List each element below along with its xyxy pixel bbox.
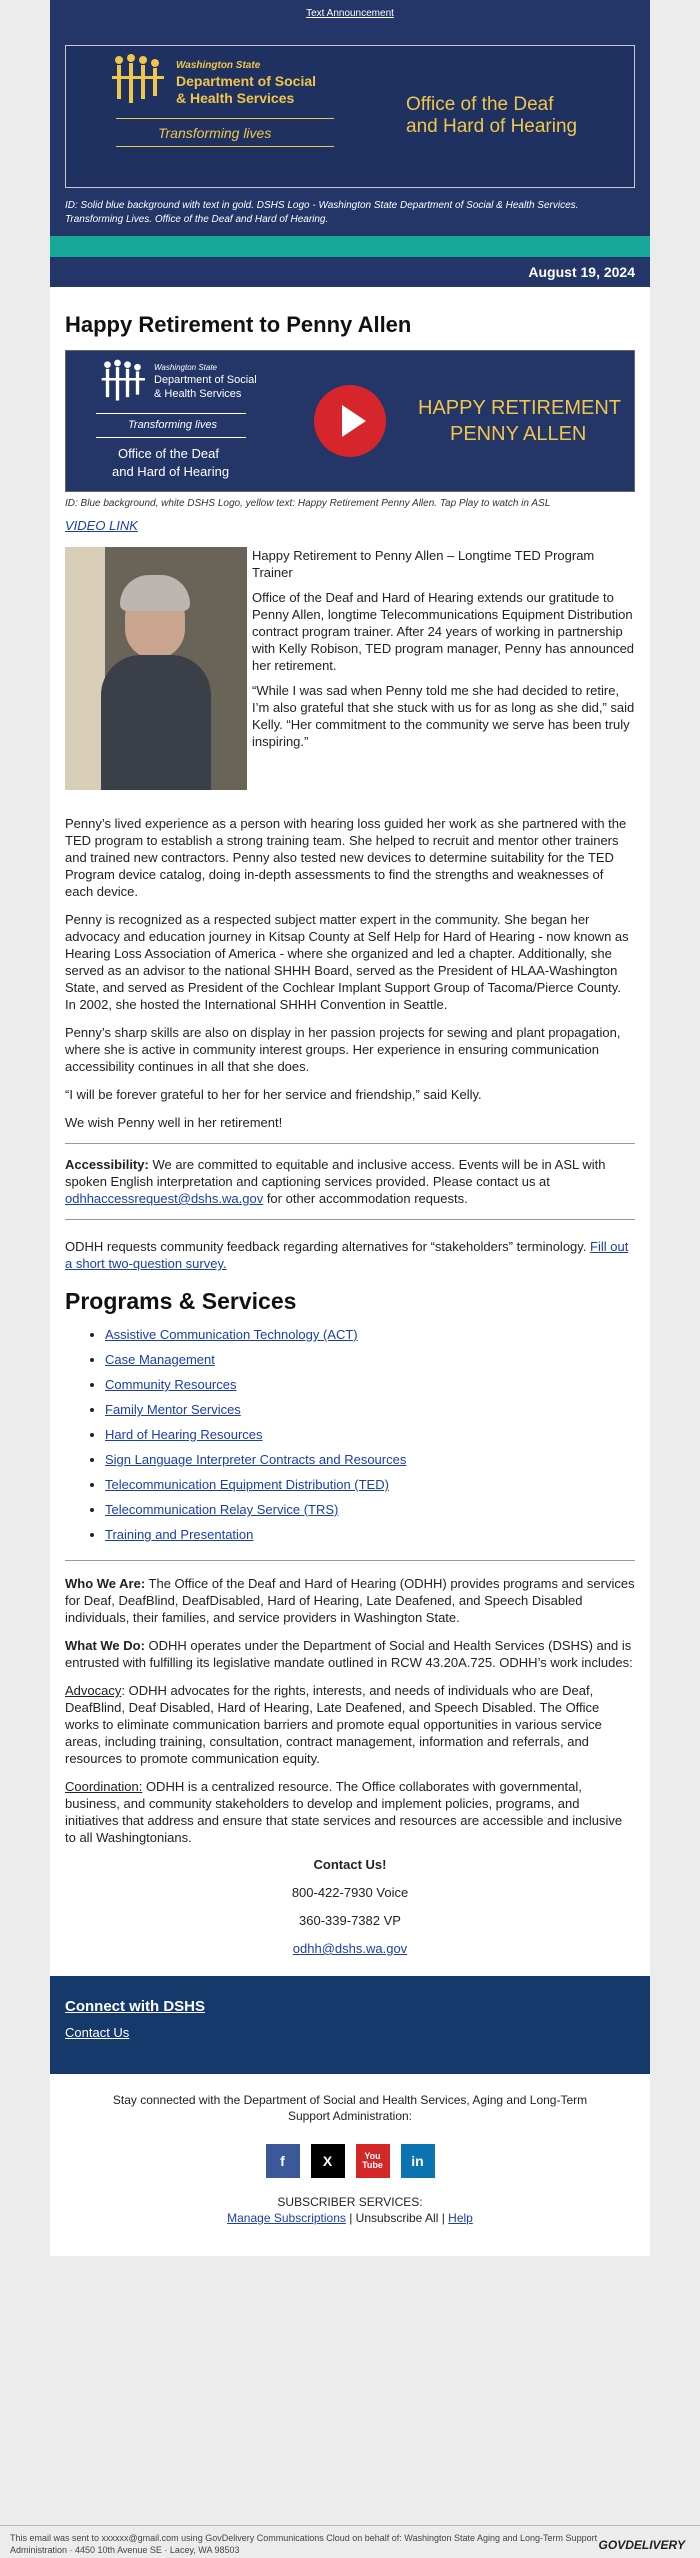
banner-divider: [96, 413, 246, 414]
contact-title: Contact Us!: [313, 1857, 387, 1872]
banner-logo-dept2: & Health Services: [154, 388, 242, 400]
divider-2: [65, 1219, 635, 1220]
banner-retirement-1: HAPPY RETIREMENT: [418, 397, 621, 419]
banner-tagline: Transforming lives: [128, 419, 218, 431]
article-paragraph-4: “I will be forever grateful to her for her service and friendship,” said Kelly.: [65, 1087, 482, 1102]
program-link-act[interactable]: Assistive Communication Technology (ACT): [105, 1327, 358, 1342]
advocacy-text: : ODHH advocates for the rights, interests, and needs of individuals who are Deaf, DeafBlind, Deaf Disabled, Hard of Hearing, Late Deafened, and Speech Disabled. The Office works to eliminate communication barriers and promote equal opportunities in various service areas, including training, consultation, contract management, information and referrals, and resources to promote communication equity.: [65, 1683, 602, 1766]
contact-us-link[interactable]: Contact Us: [65, 2025, 130, 2040]
main-content: [50, 312, 650, 1956]
survey-link[interactable]: Fill out a short two-question survey.: [65, 1239, 629, 1271]
survey-section: [65, 1238, 635, 1272]
list-item: [105, 1402, 635, 1417]
programs-title: Programs & Services: [65, 1288, 297, 1314]
programs-list: [65, 1327, 635, 1542]
intro-text: [252, 547, 635, 790]
header-caption: ID: Solid blue background with text in gold. DSHS Logo - Washington State Department of Social & Health Services. Transforming Lives. Office of the Deaf and Hard of Hearing.: [65, 200, 579, 225]
unsubscribe-all-link[interactable]: | Unsubscribe All |: [345, 2211, 449, 2225]
contact-vp: 360-339-7382 VP: [299, 1913, 401, 1928]
logo-dept2: & Health Services: [176, 90, 295, 106]
list-item: [105, 1527, 635, 1542]
subscriber-services-label: SUBSCRIBER SERVICES:: [277, 2195, 423, 2209]
penny-allen-photo: [65, 547, 247, 790]
divider-1: [65, 1143, 635, 1144]
photo-hair: [120, 575, 190, 611]
program-link-hard-of-hearing[interactable]: Hard of Hearing Resources: [105, 1427, 263, 1442]
list-item: [105, 1477, 635, 1492]
list-item: [105, 1352, 635, 1367]
banner-divider-2: [96, 437, 246, 438]
video-link[interactable]: VIDEO LINK: [65, 518, 138, 533]
program-link-case-management[interactable]: Case Management: [105, 1352, 215, 1367]
survey-text: ODHH requests community feedback regarding alternatives for “stakeholders” terminology.: [65, 1239, 591, 1254]
list-item: [105, 1377, 635, 1392]
program-link-interpreter[interactable]: Sign Language Interpreter Contracts and Resources: [105, 1452, 407, 1467]
header-bar: [50, 0, 650, 236]
video-caption: ID: Blue background, white DSHS Logo, yellow text: Happy Retirement Penny Allen. Tap Play to watch in ASL: [65, 498, 551, 509]
logo-divider: [116, 118, 334, 119]
article-body: [65, 815, 635, 1131]
connect-title: Connect with DSHS: [65, 1998, 206, 2015]
accessibility-section: [65, 1156, 635, 1207]
video-banner[interactable]: [65, 350, 635, 492]
program-link-ted[interactable]: Telecommunication Equipment Distribution (TED): [105, 1477, 389, 1492]
accessibility-label: Accessibility:: [65, 1157, 149, 1172]
article-paragraph-5: We wish Penny well in her retirement!: [65, 1115, 283, 1130]
govdelivery-logo: GOVDELIVERY: [598, 2538, 685, 2552]
date-bar: [50, 257, 650, 287]
dshs-header-banner: [65, 45, 635, 188]
advocacy-label: Advocacy: [65, 1683, 122, 1698]
social-links: [50, 2144, 650, 2178]
footer-text: This email was sent to xxxxxx@gmail.com using GovDelivery Communications Cloud on behalf of: Washington State Aging and Long-Term Support Administration · 4450 10th Avenue SE · Lacey, WA 98503: [10, 2533, 598, 2555]
list-item: [105, 1452, 635, 1467]
help-link[interactable]: Help: [448, 2211, 473, 2225]
dshs-logo-white-icon: [100, 359, 150, 407]
email-body: [50, 0, 650, 2256]
program-link-family-mentor[interactable]: Family Mentor Services: [105, 1402, 241, 1417]
logo-tagline: Transforming lives: [158, 125, 272, 141]
logo-divider-2: [116, 146, 334, 147]
dshs-logo-icon: [110, 54, 170, 110]
contact-voice: 800-422-7930 Voice: [291, 1885, 409, 1900]
list-item: [105, 1327, 635, 1342]
facebook-icon[interactable]: f: [266, 2144, 300, 2178]
photo-door: [65, 547, 105, 790]
play-button-icon[interactable]: [314, 385, 386, 457]
banner-office-1: Office of the Deaf: [118, 446, 219, 461]
program-link-training[interactable]: Training and Presentation: [105, 1527, 254, 1542]
divider-3: [65, 1560, 635, 1561]
intro-paragraph-1: Office of the Deaf and Hard of Hearing extends our gratitude to Penny Allen, longtime Telecommunications Equipment Distribution contract program trainer. After 24 years of working in partnership with Kelly Robison, TED program manager, Penny has announced her retirement.: [252, 590, 635, 673]
banner-office-2: and Hard of Hearing: [112, 464, 230, 479]
manage-subscriptions-link[interactable]: Manage Subscriptions: [227, 2211, 346, 2225]
accessibility-text: We are committed to equitable and inclusive access. Events will be in ASL with spoken English interpretation and captioning services provided. Please contact us at: [65, 1157, 606, 1189]
intro-quote: “While I was sad when Penny told me she had decided to retire, I’m also grateful that she stuck with us for as long as she did,” said Kelly. “Her commitment to the community we serve has been truly inspiring.”: [252, 683, 635, 749]
what-label: What We Do:: [65, 1638, 145, 1653]
stay-connected-section: [50, 2074, 650, 2256]
teal-strip: [50, 236, 650, 257]
article-paragraph-2: Penny is recognized as a respected subject matter expert in the community. She began her advocacy and education journey in Kitsap County at Self Help for Hard of Hearing - now known as Hearing Loss Association of America - where she organized and led a chapter. Additionally, she served as an advisor to the national SHHH Board, served as the President of HLAA-Washington State, and served as President of the Cochlear Implant Support Group of Tacoma/Pierce County. In 2002, she hosted the International SHHH Convention in Seattle.: [65, 912, 629, 1012]
youtube-icon[interactable]: You Tube: [356, 2144, 390, 2178]
intro-section: [65, 547, 635, 790]
contact-section: [65, 1857, 635, 1956]
who-label: Who We Are:: [65, 1576, 146, 1591]
subscriber-links: [50, 2210, 650, 2256]
who-text: The Office of the Deaf and Hard of Hearing (ODHH) provides programs and services for Deaf, DeafBlind, DeafDisabled, Hard of Hearing, Late Deafened, and Speech Disabled individuals, their families, and service providers in Washington State.: [65, 1576, 635, 1625]
office-name-1: Office of the Deaf: [406, 94, 554, 115]
access-request-email-link[interactable]: odhhaccessrequest@dshs.wa.gov: [65, 1191, 264, 1206]
banner-retirement-2: PENNY ALLEN: [450, 423, 587, 445]
x-icon[interactable]: X: [311, 2144, 345, 2178]
text-announcement-link[interactable]: Text Announcement: [306, 8, 394, 19]
article-paragraph-3: Penny’s sharp skills are also on display in her passion projects for sewing and plant propagation, where she is active in community interest groups. Her experience in ensuring communication accessibility continues in all that she does.: [65, 1025, 621, 1074]
intro-heading: Happy Retirement to Penny Allen – Longtime TED Program Trainer: [252, 548, 595, 580]
program-link-community-resources[interactable]: Community Resources: [105, 1377, 237, 1392]
about-section: [65, 1575, 635, 1846]
text-announcement: [50, 8, 650, 19]
article-title: Happy Retirement to Penny Allen: [65, 312, 412, 337]
linkedin-icon[interactable]: in: [401, 2144, 435, 2178]
coordination-text: ODHH is a centralized resource. The Office collaborates with governmental, business, and community stakeholders to develop and implement policies, programs, and initiatives that address and ensure that state services and resources are accessible and inclusive to all Washingtonians.: [65, 1779, 623, 1845]
list-item: [105, 1427, 635, 1442]
program-link-trs[interactable]: Telecommunication Relay Service (TRS): [105, 1502, 339, 1517]
footer: [0, 2525, 700, 2556]
banner-logo-dept1: Department of Social: [154, 374, 257, 386]
article-paragraph-1: Penny’s lived experience as a person with hearing loss guided her work as she partnered with the TED program to establish a strong training team. She helped to recruit and mentor other trainers and trained new contractors. Penny also tested new devices to determine suitability for the TED Program device catalog, doing in-depth assessments to find the strengths and weaknesses of each device.: [65, 816, 627, 899]
banner-logo-state: Washington State: [154, 363, 218, 372]
coordination-label: Coordination:: [65, 1779, 143, 1794]
list-item: [105, 1502, 635, 1517]
logo-dept1: Department of Social: [176, 73, 317, 89]
photo-jacket: [101, 655, 211, 790]
contact-email-link[interactable]: odhh@dshs.wa.gov: [292, 1941, 408, 1956]
accessibility-text-2: for other accommodation requests.: [263, 1191, 468, 1206]
issue-date: August 19, 2024: [528, 264, 635, 280]
what-text: ODHH operates under the Department of Social and Health Services (DSHS) and is entrusted with fulfilling its legislative mandate outlined in RCW 43.20A.725. ODHH’s work includes:: [65, 1638, 633, 1670]
logo-state: Washington State: [176, 60, 261, 71]
office-name-2: and Hard of Hearing: [406, 116, 578, 137]
stay-connected-text: Stay connected with the Department of Social and Health Services, Aging and Long-Term Support Administration:: [112, 2093, 588, 2123]
connect-section: [50, 1976, 650, 2074]
